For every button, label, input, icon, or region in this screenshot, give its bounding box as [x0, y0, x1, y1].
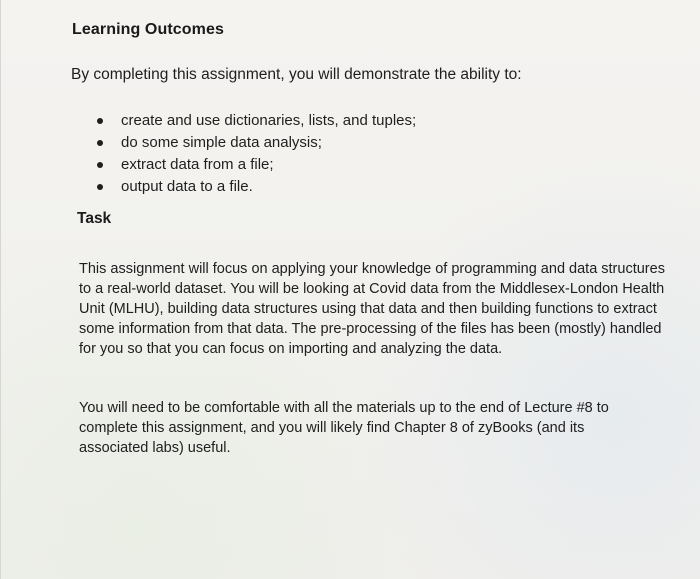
list-item-text: extract data from a file;	[121, 156, 274, 173]
learning-outcomes-intro: By completing this assignment, you will demonstrate the ability to:	[71, 66, 522, 83]
bullet-icon	[97, 118, 103, 124]
list-item	[93, 176, 416, 198]
learning-outcomes-list	[93, 110, 416, 198]
task-heading: Task	[77, 210, 112, 227]
task-paragraph-1: This assignment will focus on applying your knowledge of programming and data structures to a real-world dataset. You will be looking at Covid data from the Middlesex-London Health Unit (MLHU), building data structures using that data and then building functions to extract some information from that data. The pre-processing of the files has been (mostly) handled for you so that you can focus on importing and analyzing the data.	[79, 261, 665, 357]
learning-outcomes-heading: Learning Outcomes	[72, 21, 224, 38]
list-item	[93, 132, 416, 154]
list-item-text: output data to a file.	[121, 178, 253, 195]
list-item	[93, 154, 416, 176]
bullet-icon	[97, 184, 103, 190]
task-paragraph-2: You will need to be comfortable with all the materials up to the end of Lecture #8 to complete this assignment, and you will likely find Chapter 8 of zyBooks (and its associated labs) useful.	[79, 400, 609, 456]
bullet-icon	[97, 140, 103, 146]
bullet-icon	[97, 162, 103, 168]
list-item-text: create and use dictionaries, lists, and tuples;	[121, 112, 417, 129]
list-item-text: do some simple data analysis;	[121, 134, 322, 151]
list-item	[93, 110, 416, 132]
